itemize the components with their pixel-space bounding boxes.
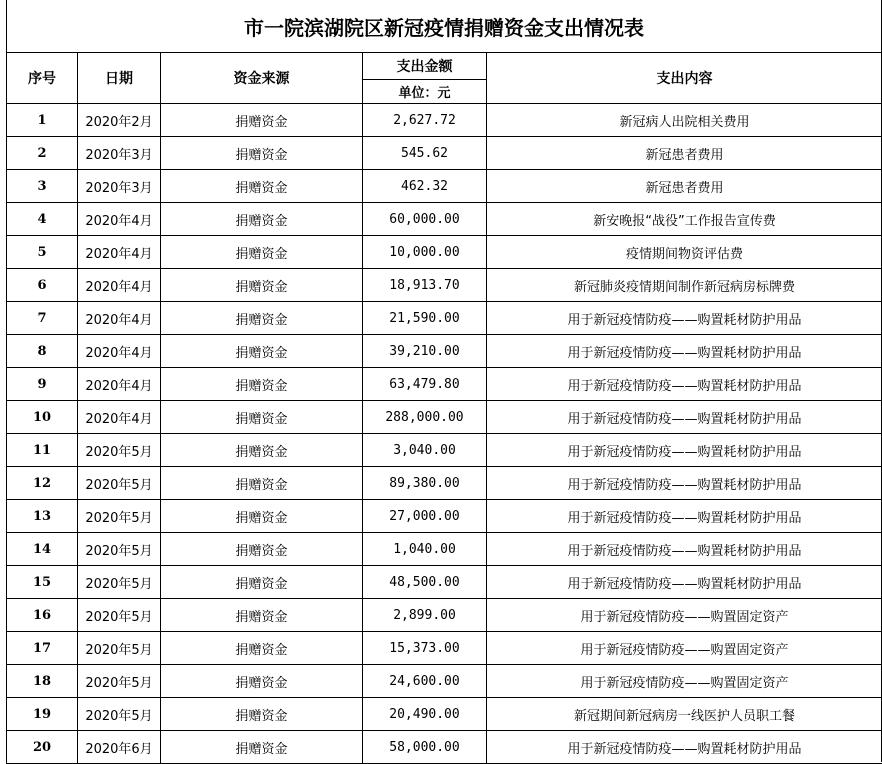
row-index-cell: 2 bbox=[7, 137, 78, 170]
row-source-cell: 捐赠资金 bbox=[161, 533, 363, 566]
row-amount-cell: 462.32 bbox=[363, 170, 487, 203]
table-row bbox=[7, 698, 882, 731]
row-source-cell: 捐赠资金 bbox=[161, 203, 363, 236]
row-content-cell: 用于新冠疫情防疫——购置耗材防护用品 bbox=[487, 434, 882, 467]
row-index-cell: 3 bbox=[7, 170, 78, 203]
row-index-cell: 15 bbox=[7, 566, 78, 599]
row-date-cell: 2020年5月 bbox=[78, 698, 161, 731]
row-source-cell: 捐赠资金 bbox=[161, 137, 363, 170]
row-amount-cell: 2,627.72 bbox=[363, 104, 487, 137]
row-index-cell: 14 bbox=[7, 533, 78, 566]
row-source-cell: 捐赠资金 bbox=[161, 335, 363, 368]
row-amount-cell: 39,210.00 bbox=[363, 335, 487, 368]
table-row bbox=[7, 302, 882, 335]
row-amount-cell: 89,380.00 bbox=[363, 467, 487, 500]
row-content-cell: 疫情期间物资评估费 bbox=[487, 236, 882, 269]
row-source-cell: 捐赠资金 bbox=[161, 401, 363, 434]
row-content-cell: 用于新冠疫情防疫——购置耗材防护用品 bbox=[487, 335, 882, 368]
row-source-cell: 捐赠资金 bbox=[161, 467, 363, 500]
row-source-cell: 捐赠资金 bbox=[161, 632, 363, 665]
header-source: 资金来源 bbox=[161, 53, 363, 104]
row-amount-cell: 10,000.00 bbox=[363, 236, 487, 269]
row-amount-cell: 20,490.00 bbox=[363, 698, 487, 731]
row-source-cell: 捐赠资金 bbox=[161, 665, 363, 698]
row-content-cell: 用于新冠疫情防疫——购置耗材防护用品 bbox=[487, 731, 882, 764]
row-source-cell: 捐赠资金 bbox=[161, 599, 363, 632]
row-date-cell: 2020年4月 bbox=[78, 401, 161, 434]
row-date-cell: 2020年5月 bbox=[78, 566, 161, 599]
row-index-cell: 10 bbox=[7, 401, 78, 434]
row-amount-cell: 24,600.00 bbox=[363, 665, 487, 698]
row-index-cell: 11 bbox=[7, 434, 78, 467]
table-row bbox=[7, 467, 882, 500]
row-content-cell: 新安晚报“战役”工作报告宣传费 bbox=[487, 203, 882, 236]
header-content: 支出内容 bbox=[487, 53, 882, 104]
header-amount-unit: 单位：元 bbox=[363, 80, 487, 104]
table-row bbox=[7, 401, 882, 434]
row-index-cell: 4 bbox=[7, 203, 78, 236]
row-index-cell: 16 bbox=[7, 599, 78, 632]
header-row bbox=[7, 53, 882, 80]
row-amount-cell: 21,590.00 bbox=[363, 302, 487, 335]
row-source-cell: 捐赠资金 bbox=[161, 566, 363, 599]
row-index-cell: 5 bbox=[7, 236, 78, 269]
row-date-cell: 2020年5月 bbox=[78, 632, 161, 665]
row-content-cell: 用于新冠疫情防疫——购置耗材防护用品 bbox=[487, 368, 882, 401]
table-row bbox=[7, 731, 882, 764]
row-source-cell: 捐赠资金 bbox=[161, 302, 363, 335]
row-source-cell: 捐赠资金 bbox=[161, 434, 363, 467]
table-row bbox=[7, 104, 882, 137]
row-index-cell: 18 bbox=[7, 665, 78, 698]
row-date-cell: 2020年5月 bbox=[78, 434, 161, 467]
row-content-cell: 用于新冠疫情防疫——购置固定资产 bbox=[487, 665, 882, 698]
row-date-cell: 2020年5月 bbox=[78, 599, 161, 632]
row-index-cell: 1 bbox=[7, 104, 78, 137]
row-content-cell: 用于新冠疫情防疫——购置耗材防护用品 bbox=[487, 401, 882, 434]
row-amount-cell: 288,000.00 bbox=[363, 401, 487, 434]
row-date-cell: 2020年4月 bbox=[78, 236, 161, 269]
row-amount-cell: 2,899.00 bbox=[363, 599, 487, 632]
header-date: 日期 bbox=[78, 53, 161, 104]
row-amount-cell: 63,479.80 bbox=[363, 368, 487, 401]
expense-table bbox=[6, 52, 882, 764]
row-date-cell: 2020年5月 bbox=[78, 665, 161, 698]
row-amount-cell: 60,000.00 bbox=[363, 203, 487, 236]
row-index-cell: 13 bbox=[7, 500, 78, 533]
sheet-title: 市一院滨湖院区新冠疫情捐赠资金支出情况表 bbox=[6, 0, 882, 53]
table-body bbox=[7, 104, 882, 764]
row-index-cell: 20 bbox=[7, 731, 78, 764]
row-amount-cell: 58,000.00 bbox=[363, 731, 487, 764]
header-index: 序号 bbox=[7, 53, 78, 104]
row-date-cell: 2020年4月 bbox=[78, 203, 161, 236]
row-index-cell: 19 bbox=[7, 698, 78, 731]
row-amount-cell: 18,913.70 bbox=[363, 269, 487, 302]
row-content-cell: 用于新冠疫情防疫——购置耗材防护用品 bbox=[487, 533, 882, 566]
table-row bbox=[7, 269, 882, 302]
row-source-cell: 捐赠资金 bbox=[161, 500, 363, 533]
row-index-cell: 17 bbox=[7, 632, 78, 665]
row-content-cell: 新冠期间新冠病房一线医护人员职工餐 bbox=[487, 698, 882, 731]
row-source-cell: 捐赠资金 bbox=[161, 104, 363, 137]
row-source-cell: 捐赠资金 bbox=[161, 731, 363, 764]
row-amount-cell: 15,373.00 bbox=[363, 632, 487, 665]
row-content-cell: 用于新冠疫情防疫——购置耗材防护用品 bbox=[487, 467, 882, 500]
header-amount: 支出金额 bbox=[363, 53, 487, 80]
table-row bbox=[7, 137, 882, 170]
row-date-cell: 2020年2月 bbox=[78, 104, 161, 137]
table-row bbox=[7, 665, 882, 698]
row-source-cell: 捐赠资金 bbox=[161, 236, 363, 269]
row-source-cell: 捐赠资金 bbox=[161, 698, 363, 731]
row-content-cell: 用于新冠疫情防疫——购置固定资产 bbox=[487, 599, 882, 632]
row-content-cell: 用于新冠疫情防疫——购置固定资产 bbox=[487, 632, 882, 665]
row-date-cell: 2020年4月 bbox=[78, 302, 161, 335]
row-date-cell: 2020年4月 bbox=[78, 335, 161, 368]
table-row bbox=[7, 335, 882, 368]
row-content-cell: 用于新冠疫情防疫——购置耗材防护用品 bbox=[487, 566, 882, 599]
row-content-cell: 新冠病人出院相关费用 bbox=[487, 104, 882, 137]
table-row bbox=[7, 599, 882, 632]
row-content-cell: 新冠肺炎疫情期间制作新冠病房标牌费 bbox=[487, 269, 882, 302]
row-amount-cell: 48,500.00 bbox=[363, 566, 487, 599]
row-amount-cell: 3,040.00 bbox=[363, 434, 487, 467]
table-row bbox=[7, 236, 882, 269]
row-index-cell: 9 bbox=[7, 368, 78, 401]
row-source-cell: 捐赠资金 bbox=[161, 269, 363, 302]
row-index-cell: 12 bbox=[7, 467, 78, 500]
row-index-cell: 6 bbox=[7, 269, 78, 302]
row-date-cell: 2020年5月 bbox=[78, 467, 161, 500]
row-date-cell: 2020年3月 bbox=[78, 137, 161, 170]
table-row bbox=[7, 533, 882, 566]
row-content-cell: 新冠患者费用 bbox=[487, 137, 882, 170]
row-date-cell: 2020年3月 bbox=[78, 170, 161, 203]
row-content-cell: 新冠患者费用 bbox=[487, 170, 882, 203]
row-content-cell: 用于新冠疫情防疫——购置耗材防护用品 bbox=[487, 302, 882, 335]
row-amount-cell: 27,000.00 bbox=[363, 500, 487, 533]
table-row bbox=[7, 368, 882, 401]
row-amount-cell: 1,040.00 bbox=[363, 533, 487, 566]
row-source-cell: 捐赠资金 bbox=[161, 368, 363, 401]
row-date-cell: 2020年5月 bbox=[78, 500, 161, 533]
row-content-cell: 用于新冠疫情防疫——购置耗材防护用品 bbox=[487, 500, 882, 533]
table-row bbox=[7, 566, 882, 599]
row-date-cell: 2020年4月 bbox=[78, 269, 161, 302]
table-row bbox=[7, 170, 882, 203]
row-index-cell: 7 bbox=[7, 302, 78, 335]
row-source-cell: 捐赠资金 bbox=[161, 170, 363, 203]
row-date-cell: 2020年4月 bbox=[78, 368, 161, 401]
row-index-cell: 8 bbox=[7, 335, 78, 368]
table-row bbox=[7, 500, 882, 533]
row-amount-cell: 545.62 bbox=[363, 137, 487, 170]
row-date-cell: 2020年6月 bbox=[78, 731, 161, 764]
table-row bbox=[7, 434, 882, 467]
table-row bbox=[7, 632, 882, 665]
table-row bbox=[7, 203, 882, 236]
row-date-cell: 2020年5月 bbox=[78, 533, 161, 566]
